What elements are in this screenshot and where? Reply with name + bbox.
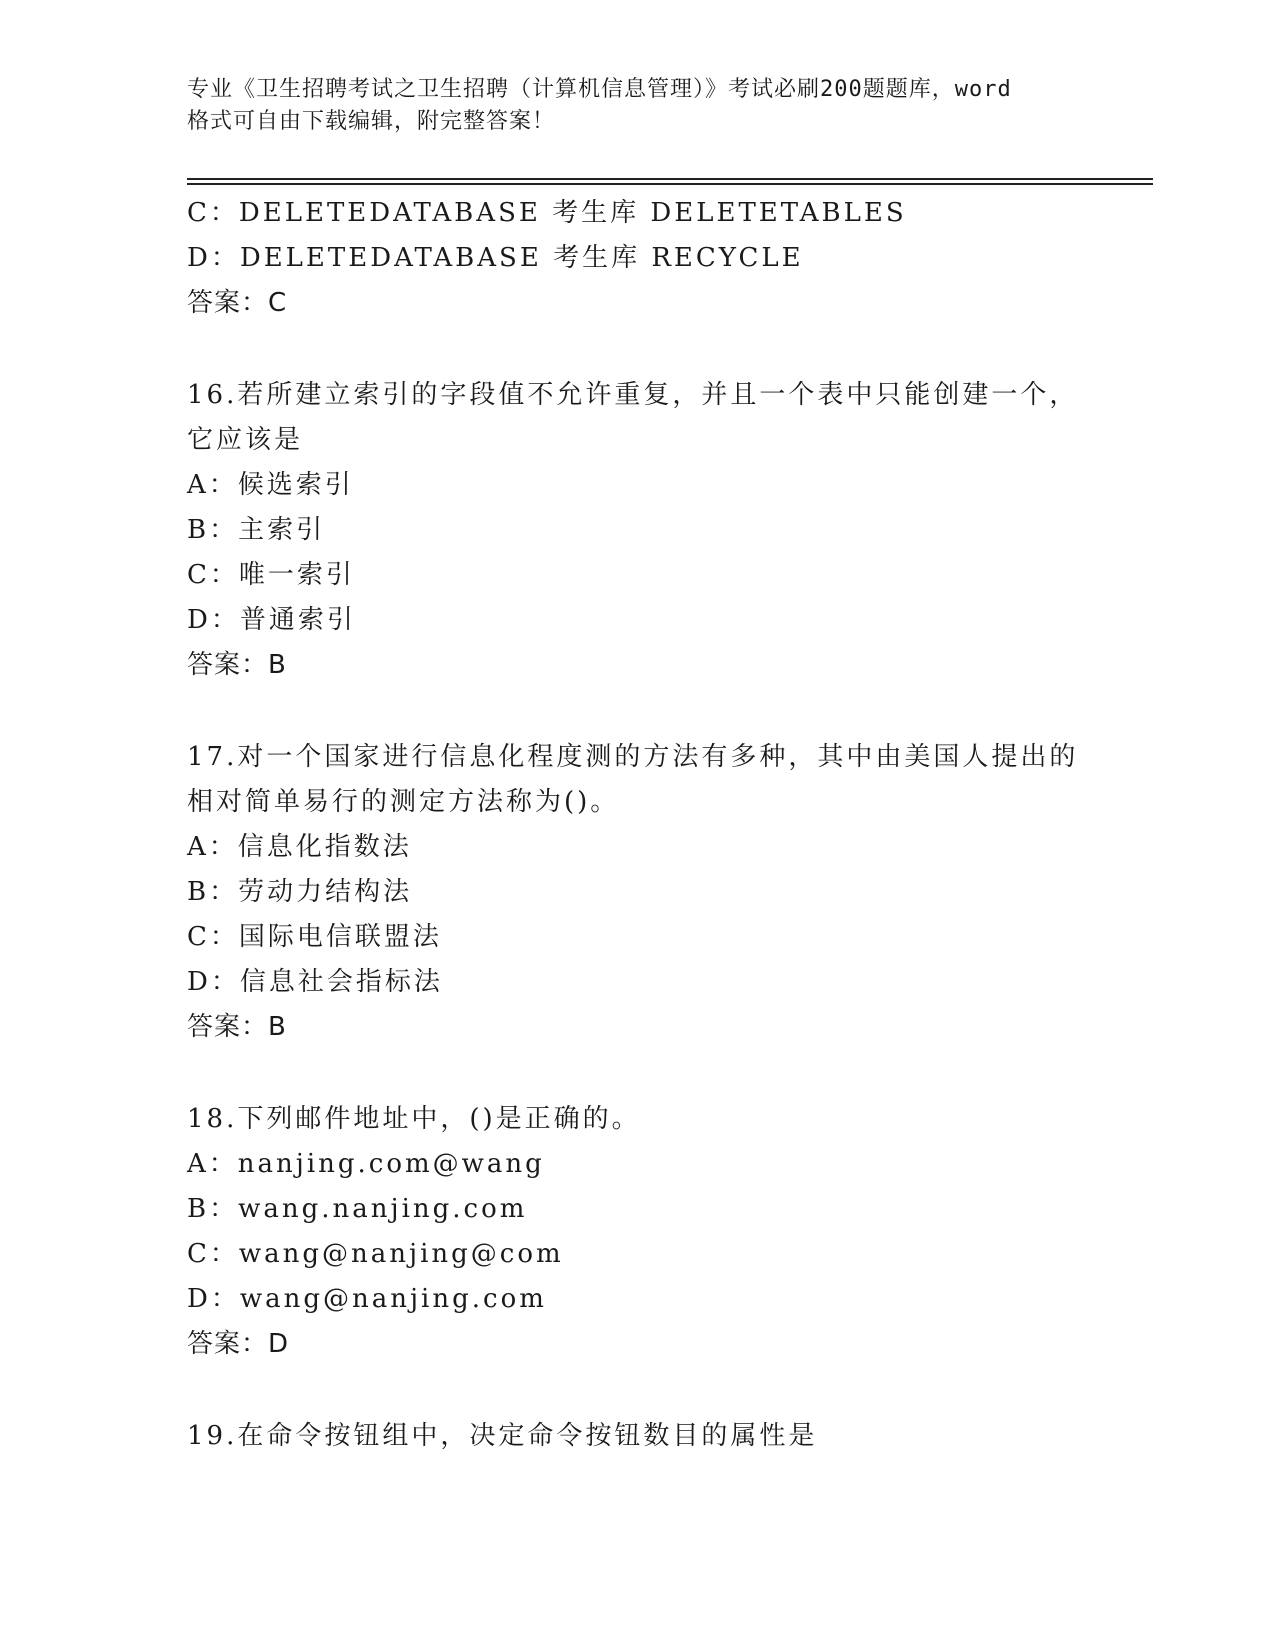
question-text-line: 19.在命令按钮组中，决定命令按钮数目的属性是 [187, 1421, 818, 1451]
option-b: B：劳动力结构法 [187, 877, 413, 907]
question-16 [187, 373, 1087, 688]
question-list [187, 191, 1087, 1459]
option-c: C：wang@nanjing@com [187, 1239, 564, 1269]
question-17 [187, 735, 1087, 1050]
option-a: A：候选索引 [187, 470, 354, 500]
option-d: D：普通索引 [187, 605, 356, 635]
answer: 答案：B [187, 1012, 287, 1042]
question-text-line: 相对简单易行的测定方法称为()。 [187, 787, 620, 817]
option-c: C：DELETEDATABASE 考生库 DELETETABLES [187, 198, 907, 228]
option-c: C：国际电信联盟法 [187, 922, 442, 952]
header-divider-top [187, 178, 1153, 180]
question-text-line: 它应该是 [187, 425, 304, 455]
question-text-line: 17.对一个国家进行信息化程度测的方法有多种，其中由美国人提出的 [187, 742, 1079, 772]
header-line-1: 专业《卫生招聘考试之卫生招聘（计算机信息管理）》考试必刷200题题库，word [187, 77, 1012, 102]
option-d: D：wang@nanjing.com [187, 1284, 547, 1314]
question-15-tail [187, 191, 1087, 326]
answer: 答案：B [187, 650, 287, 680]
answer: 答案：D [187, 1329, 290, 1359]
option-c: C：唯一索引 [187, 560, 355, 590]
document-header [187, 74, 1087, 138]
question-text-line: 18.下列邮件地址中，()是正确的。 [187, 1104, 641, 1134]
header-line-2: 格式可自由下载编辑，附完整答案！ [187, 109, 556, 134]
option-a: A：信息化指数法 [187, 832, 412, 862]
option-b: B：wang.nanjing.com [187, 1194, 528, 1224]
option-a: A：nanjing.com@wang [187, 1149, 545, 1179]
question-text-line: 16.若所建立索引的字段值不允许重复，并且一个表中只能创建一个， [187, 380, 1079, 410]
question-19 [187, 1414, 1087, 1459]
option-b: B：主索引 [187, 515, 326, 545]
option-d: D：信息社会指标法 [187, 967, 443, 997]
question-18 [187, 1097, 1087, 1367]
answer: 答案：C [187, 288, 288, 318]
option-d: D：DELETEDATABASE 考生库 RECYCLE [187, 243, 804, 273]
header-divider-bottom [187, 183, 1153, 185]
